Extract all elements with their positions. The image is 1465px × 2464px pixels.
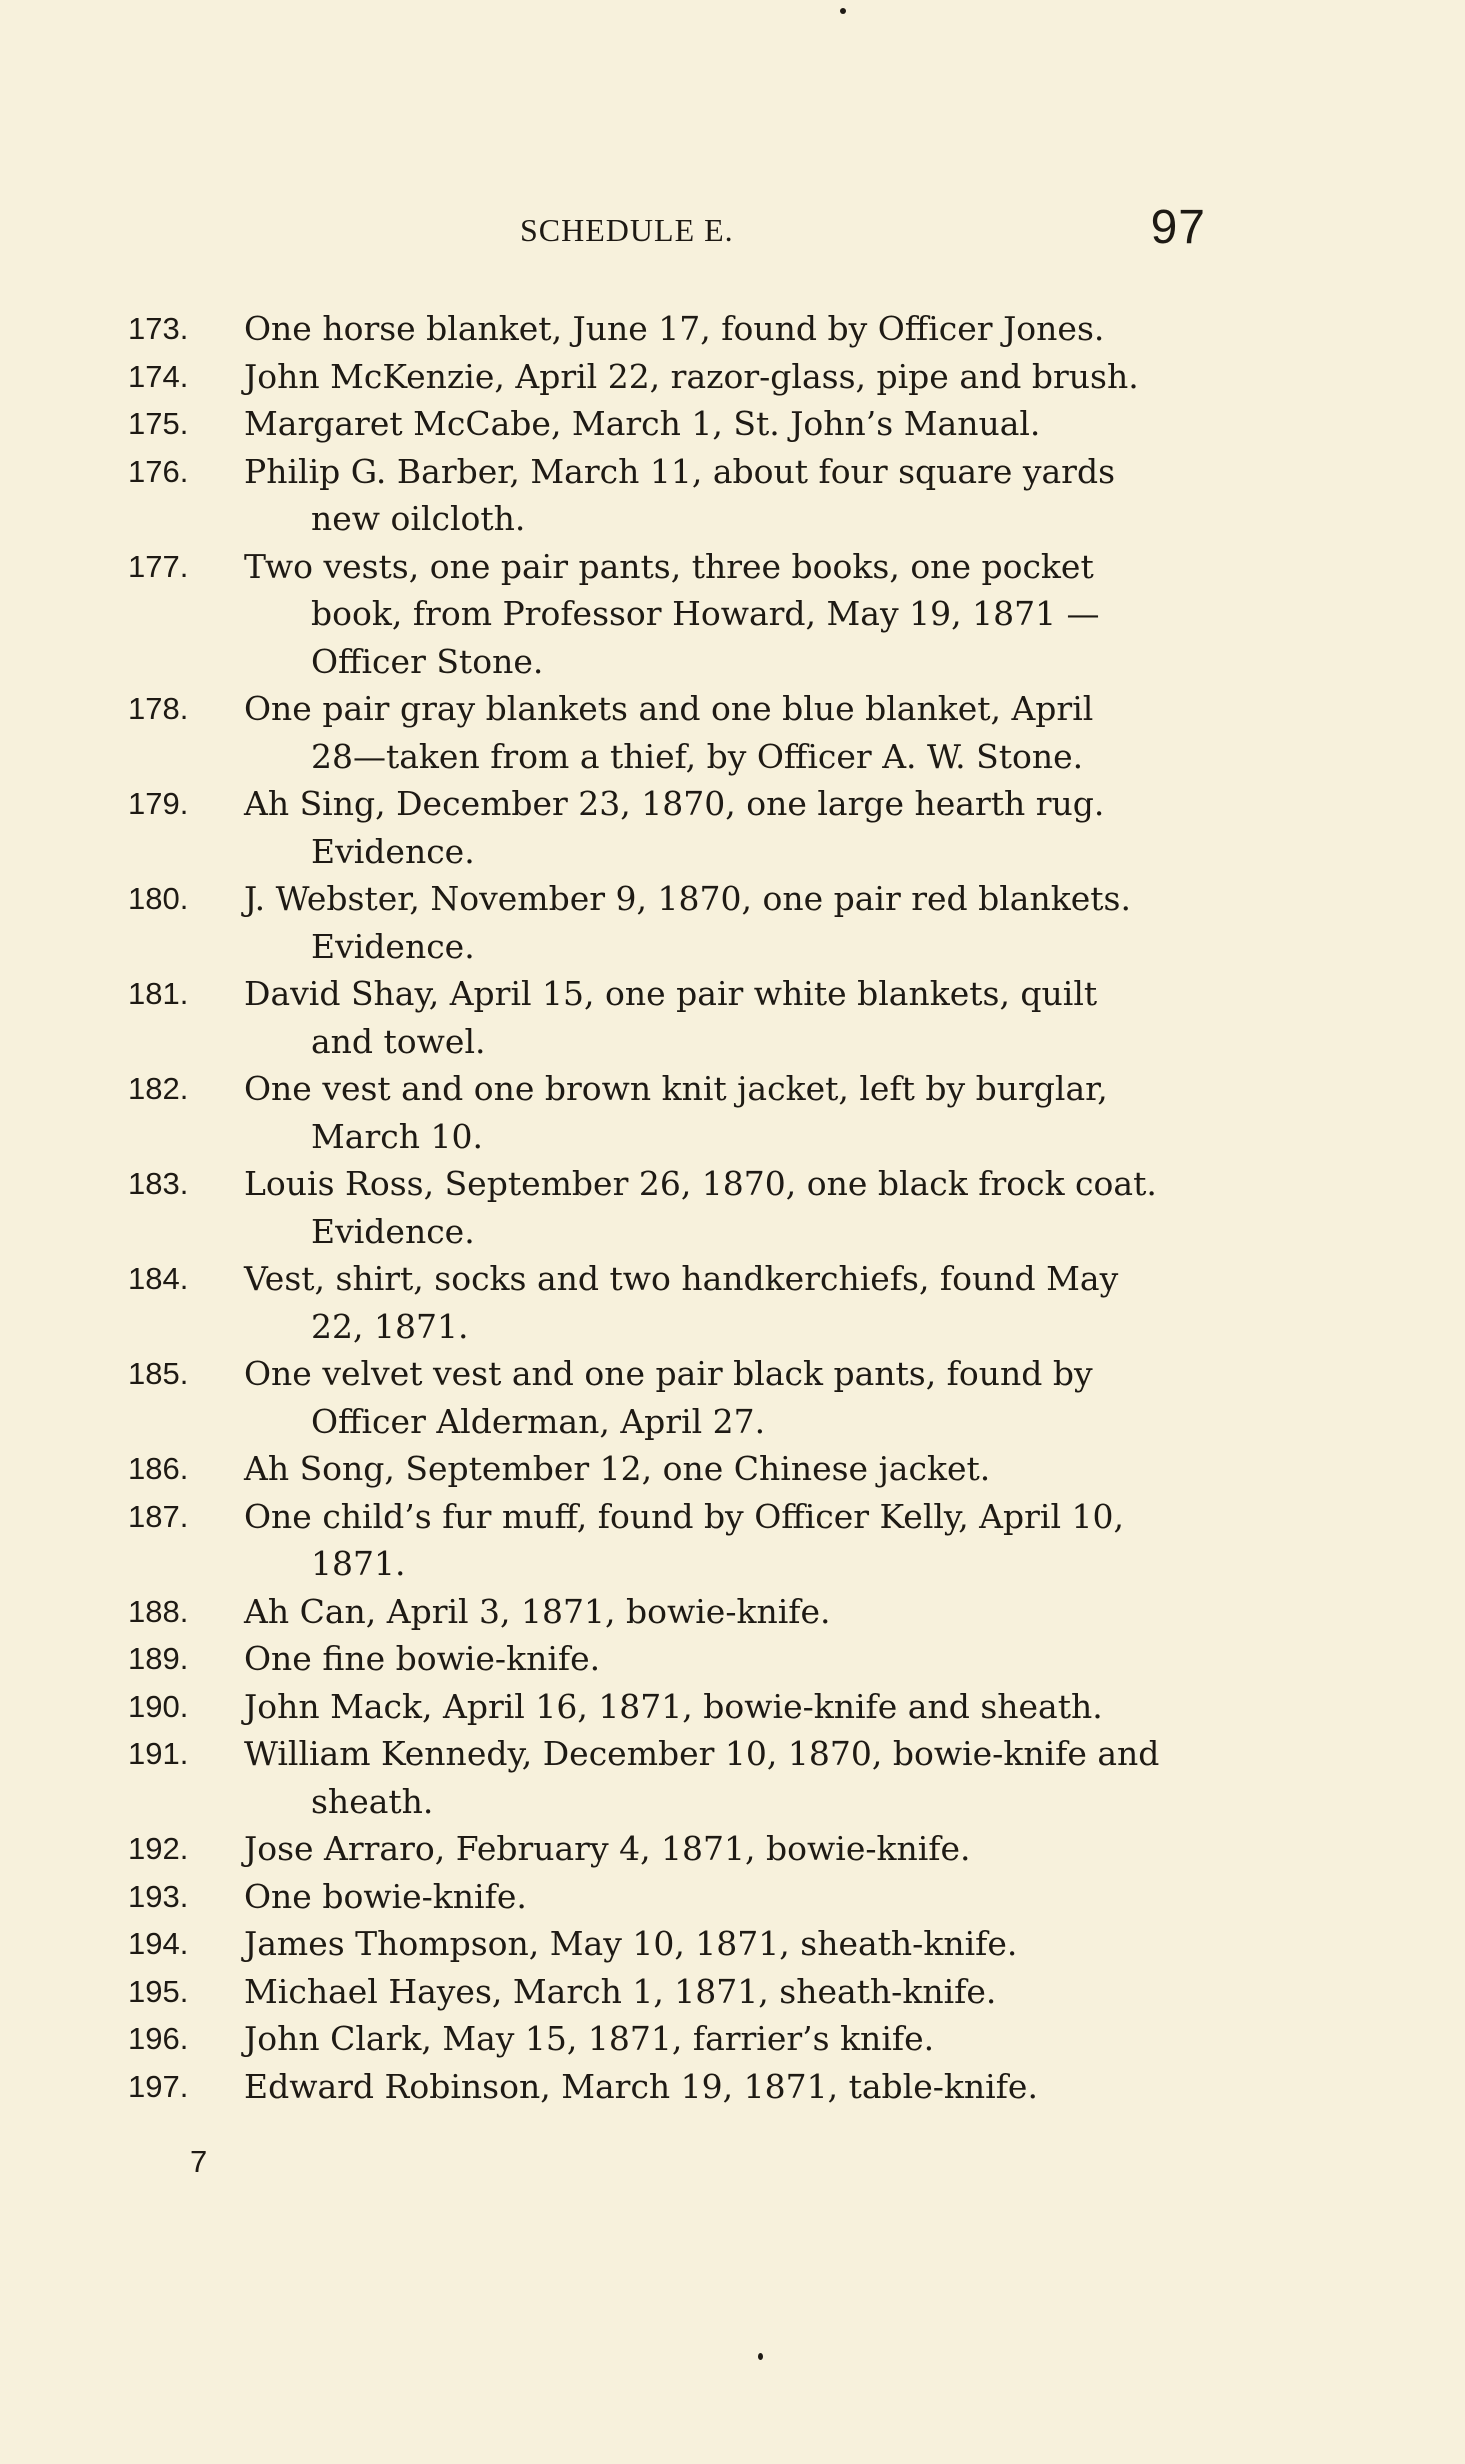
entry-number: 185.	[128, 1356, 189, 1391]
entry-first-line: John Clark, May 15, 1871, farrier’s knife.	[244, 2019, 935, 2058]
entry-first-line: Philip G. Barber, March 11, about four square yards	[244, 451, 1116, 491]
entry-first-line: Two vests, one pair pants, three books, one pocket	[244, 546, 1094, 586]
entry-row	[128, 1445, 1228, 1493]
entry-text	[244, 780, 1228, 875]
entry-continuation-line: 22, 1871.	[311, 1306, 469, 1346]
entry-number: 176.	[128, 453, 189, 489]
entry-row	[128, 448, 1228, 543]
entry-first-line: Edward Robinson, March 19, 1871, table-knife.	[244, 2066, 1038, 2106]
ink-speck	[840, 8, 846, 14]
entry-text	[244, 543, 1228, 686]
signature-mark: 7	[190, 2144, 208, 2179]
entry-continuation-line: Officer Alderman, April 27.	[311, 1401, 766, 1441]
entry-text	[244, 1683, 1228, 1731]
entry-text	[244, 1065, 1228, 1160]
entry-number: 184.	[128, 1261, 189, 1296]
entry-number: 183.	[128, 1166, 189, 1201]
entry-row	[128, 1968, 1228, 2016]
entry-number: 191.	[128, 1736, 189, 1771]
entry-first-line: One pair gray blankets and one blue blanket, April	[244, 689, 1094, 728]
entry-continuation-line: book, from Professor Howard, May 19, 1871 —	[311, 594, 1100, 633]
entry-continuation-line: Evidence.	[311, 1211, 475, 1251]
entry-first-line: William Kennedy, December 10, 1870, bowie-knife and	[244, 1734, 1160, 1773]
entry-row	[128, 1873, 1228, 1921]
entry-first-line: One child’s fur muff, found by Officer Kelly, April 10,	[244, 1496, 1124, 1536]
entry-text	[244, 1160, 1228, 1255]
entry-text	[244, 1730, 1228, 1825]
entry-row	[128, 543, 1228, 686]
entry-row	[128, 1588, 1228, 1636]
entry-row	[128, 353, 1228, 401]
entry-row	[128, 1730, 1228, 1825]
entry-number: 188.	[128, 1593, 189, 1629]
entry-row	[128, 1683, 1228, 1731]
entry-row	[128, 875, 1228, 970]
entry-row	[128, 1825, 1228, 1873]
entry-text	[244, 1968, 1228, 2016]
entry-continuation-line: and towel.	[311, 1021, 486, 1061]
entry-first-line: John Mack, April 16, 1871, bowie-knife and sheath.	[244, 1686, 1103, 1726]
entry-row	[128, 1065, 1228, 1160]
entry-text	[244, 1635, 1228, 1683]
entry-number: 179.	[128, 786, 189, 821]
entry-first-line: John McKenzie, April 22, razor-glass, pipe and brush.	[244, 356, 1139, 396]
entry-number: 178.	[128, 691, 189, 726]
entry-first-line: Vest, shirt, socks and two handkerchiefs, found May	[244, 1259, 1119, 1298]
entry-text	[244, 305, 1228, 353]
ink-speck	[758, 2353, 763, 2360]
entry-continuation-line: 1871.	[311, 1544, 406, 1583]
entry-first-line: One vest and one brown knit jacket, left by burglar,	[244, 1069, 1108, 1108]
entry-continuation-line: new oilcloth.	[311, 499, 526, 538]
page-number: 97	[1150, 201, 1206, 254]
entry-continuation-line: 28—taken from a thief, by Officer A. W. Stone.	[311, 736, 1084, 776]
entry-continuation-line: Evidence.	[311, 926, 475, 966]
entry-text	[244, 1825, 1228, 1873]
entry-text	[244, 448, 1228, 543]
entry-first-line: J. Webster, November 9, 1870, one pair red blankets.	[244, 879, 1131, 918]
entry-row	[128, 2063, 1228, 2111]
entry-first-line: David Shay, April 15, one pair white blankets, quilt	[244, 974, 1098, 1013]
entry-text	[244, 2063, 1228, 2111]
entry-number: 190.	[128, 1688, 189, 1724]
entry-continuation-line: Evidence.	[311, 831, 475, 871]
entry-continuation-line: Officer Stone.	[311, 641, 544, 681]
entry-continuation-line: sheath.	[311, 1781, 434, 1821]
entry-row	[128, 970, 1228, 1065]
entry-first-line: James Thompson, May 10, 1871, sheath-knife.	[244, 1924, 1018, 1963]
entry-row	[128, 1493, 1228, 1588]
entry-row	[128, 780, 1228, 875]
entry-text	[244, 1350, 1228, 1445]
entry-row	[128, 400, 1228, 448]
entry-row	[128, 685, 1228, 780]
entry-first-line: Ah Sing, December 23, 1870, one large hearth rug.	[244, 784, 1105, 823]
entry-first-line: Michael Hayes, March 1, 1871, sheath-knife.	[244, 1971, 997, 2011]
entry-continuation-line: March 10.	[311, 1116, 483, 1156]
entry-number: 187.	[128, 1498, 189, 1534]
entry-text	[244, 1588, 1228, 1636]
entry-first-line: Louis Ross, September 26, 1870, one black frock coat.	[244, 1164, 1157, 1203]
entry-text	[244, 353, 1228, 401]
entry-text	[244, 1920, 1228, 1968]
entry-row	[128, 1920, 1228, 1968]
entry-number: 195.	[128, 1973, 189, 2009]
entry-text	[244, 1873, 1228, 1921]
entry-first-line: One fine bowie-knife.	[244, 1639, 601, 1678]
entry-number: 196.	[128, 2021, 189, 2056]
running-head: SCHEDULE E.	[520, 212, 734, 248]
entry-number: 181.	[128, 976, 189, 1011]
entry-first-line: One bowie-knife.	[244, 1876, 527, 1916]
entry-text	[244, 2015, 1228, 2063]
entry-number: 192.	[128, 1831, 189, 1866]
entry-text	[244, 1255, 1228, 1350]
schedule-entries	[128, 305, 1228, 2110]
entry-number: 182.	[128, 1071, 189, 1106]
entry-number: 197.	[128, 2068, 189, 2104]
entry-number: 174.	[128, 358, 189, 394]
entry-row	[128, 2015, 1228, 2063]
page-header	[520, 200, 1220, 260]
entry-number: 177.	[128, 548, 189, 584]
entry-number: 193.	[128, 1878, 189, 1914]
entry-number: 189.	[128, 1641, 189, 1676]
entry-row	[128, 1635, 1228, 1683]
entry-number: 175.	[128, 406, 189, 441]
entry-first-line: One velvet vest and one pair black pants, found by	[244, 1354, 1093, 1393]
entry-row	[128, 1350, 1228, 1445]
entry-text	[244, 1445, 1228, 1493]
entry-first-line: Margaret McCabe, March 1, St. John’s Manual.	[244, 404, 1041, 443]
entry-row	[128, 305, 1228, 353]
entry-number: 173.	[128, 311, 189, 346]
entry-first-line: Jose Arraro, February 4, 1871, bowie-knife.	[244, 1829, 971, 1868]
entry-text	[244, 875, 1228, 970]
entry-first-line: Ah Can, April 3, 1871, bowie-knife.	[244, 1591, 831, 1631]
entry-row	[128, 1160, 1228, 1255]
entry-row	[128, 1255, 1228, 1350]
entry-first-line: One horse blanket, June 17, found by Officer Jones.	[244, 309, 1105, 348]
entry-first-line: Ah Song, September 12, one Chinese jacket.	[244, 1449, 991, 1488]
entry-text	[244, 1493, 1228, 1588]
entry-number: 180.	[128, 881, 189, 916]
entry-number: 194.	[128, 1926, 189, 1961]
entry-text	[244, 685, 1228, 780]
entry-text	[244, 970, 1228, 1065]
entry-text	[244, 400, 1228, 448]
entry-number: 186.	[128, 1451, 189, 1486]
